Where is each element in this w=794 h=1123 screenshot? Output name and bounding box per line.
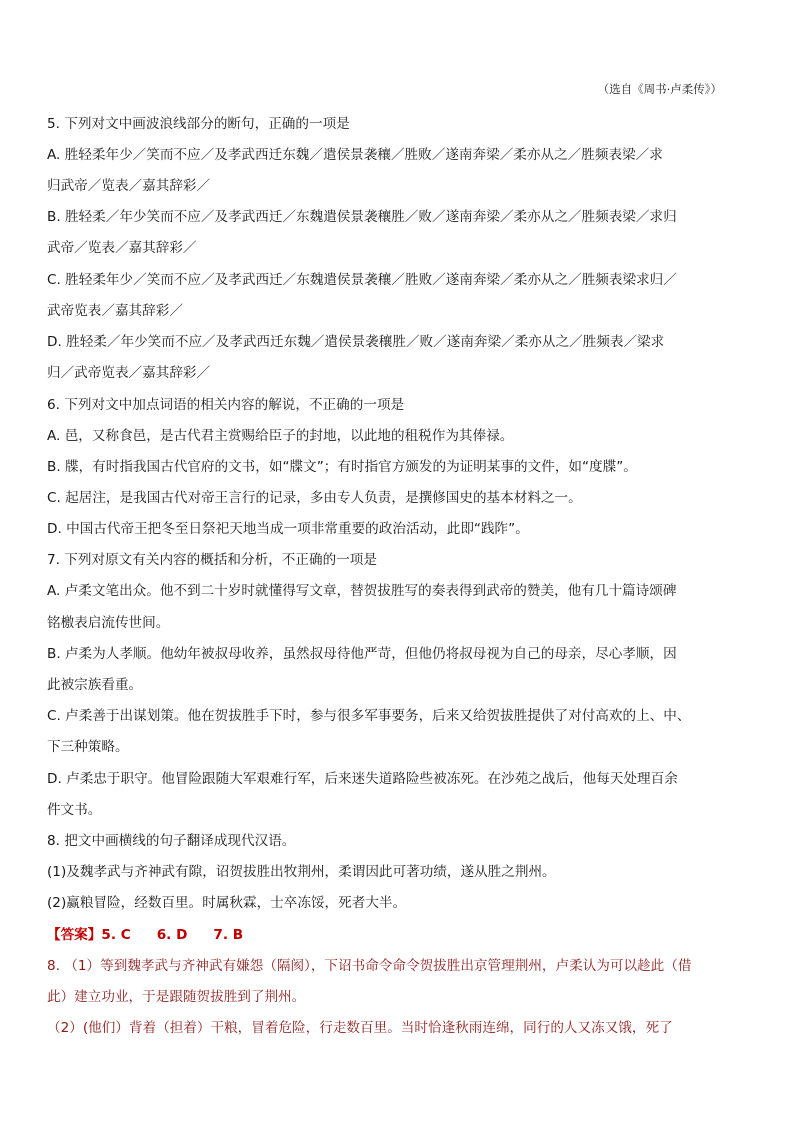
q7-option-c-line2: 下三种策略。 [47,739,129,755]
q5-option-c-line2: 武帝览表／嘉其辞彩／ [47,303,183,319]
q5-option-b-line2: 武帝／览表／嘉其辞彩／ [47,240,197,256]
q7-option-b-line2: 此被宗族看重。 [47,677,143,693]
answer-translation-line3: （2）(他们）背着（担着）干粮，冒着危险，行走数百里。当时恰逢秋雨连绵，同行的人又冻又饿，死了 [47,1020,673,1036]
q5-option-d-line2: 归／武帝览表／嘉其辞彩／ [47,365,211,381]
answer-5: 5. C [101,927,131,943]
source-citation: （选自《周书·卢柔传》） [597,82,722,96]
answer-translation-line2: 此）建立功业，于是跟随贺拔胜到了荆州。 [47,989,306,1005]
answer-translation-line1: 8. （1）等到魏孝武与齐神武有嫌怨（隔阂），下诏书命令命令贺拔胜出京管理荆州，卢柔认为可以趁此（借 [47,958,692,974]
q7-option-d-line1: D. 卢柔忠于职守。他冒险跟随大军艰难行军，后来迷失道路险些被冻死。在沙苑之战后，他每天处理百余 [47,771,678,787]
q8-sentence-1: (1)及魏孝武与齐神武有隙，诏贺拔胜出牧荆州，柔谓因此可著功绩，遂从胜之荆州。 [47,864,556,880]
q5-option-a-line1: A. 胜轻柔年少／笑而不应／及孝武西迁东魏／遣侯景袭穰／胜败／遂南奔梁／柔亦从之／胜频表梁／求 [47,147,663,163]
q6-option-a: A. 邑，又称食邑，是古代君主赏赐给臣子的封地，以此地的租税作为其俸禄。 [47,428,514,444]
q7-option-c-line1: C. 卢柔善于出谋划策。他在贺拔胜手下时，参与很多军事要务，后来又给贺拔胜提供了对付高欢的上、中、 [47,708,691,724]
q5-stem: 5. 下列对文中画波浪线部分的断句，正确的一项是 [47,116,350,132]
q8-stem: 8. 把文中画横线的句子翻译成现代汉语。 [47,833,296,849]
answer-6: 6. D [156,927,188,943]
q7-option-a-line1: A. 卢柔文笔出众。他不到二十岁时就懂得写文章，替贺拔胜写的奏表得到武帝的赞美，他有几十篇诗颂碑 [47,583,677,599]
q7-stem: 7. 下列对原文有关内容的概括和分析，不正确的一项是 [47,552,377,568]
q7-option-d-line2: 件文书。 [47,802,102,818]
answer-label: 【答案】 [47,927,102,943]
q6-option-b: B. 牒，有时指我国古代官府的文书，如“牒文”；有时指官方颁发的为证明某事的文件，如“度牒”。 [47,459,637,475]
q6-stem: 6. 下列对文中加点词语的相关内容的解说，不正确的一项是 [47,397,405,413]
q5-option-b-line1: B. 胜轻柔／年少笑而不应／及孝武西迁／东魏遣侯景袭穰胜／败／遂南奔梁／柔亦从之／胜频表梁／求归 [47,209,677,225]
answer-7: 7. B [213,927,244,943]
q5-option-c-line1: C. 胜轻柔年少／笑而不应／及孝武西迁／东魏遣侯景袭穰／胜败／遂南奔梁／柔亦从之／胜频表梁求归／ [47,272,677,288]
answer-line [47,925,243,945]
q5-option-d-line1: D. 胜轻柔／年少笑而不应／及孝武西迁东魏／遣侯景袭穰胜／败／遂南奔梁／柔亦从之／胜频表／梁求 [47,334,665,350]
q7-option-b-line1: B. 卢柔为人孝顺。他幼年被叔母收养，虽然叔母待他严苛，但他仍将叔母视为自己的母亲，尽心孝顺，因 [47,646,677,662]
q6-option-d: D. 中国古代帝王把冬至日祭祀天地当成一项非常重要的政治活动，此即“践阼”。 [47,521,529,537]
q5-option-a-line2: 归武帝／览表／嘉其辞彩／ [47,178,211,194]
q6-option-c: C. 起居注，是我国古代对帝王言行的记录，多由专人负责，是撰修国史的基本材料之一。 [47,490,582,506]
q7-option-a-line2: 铭檄表启流传世间。 [47,615,170,631]
q8-sentence-2: (2)赢粮冒险，经数百里。时属秋霖，士卒冻馁，死者大半。 [47,895,407,911]
